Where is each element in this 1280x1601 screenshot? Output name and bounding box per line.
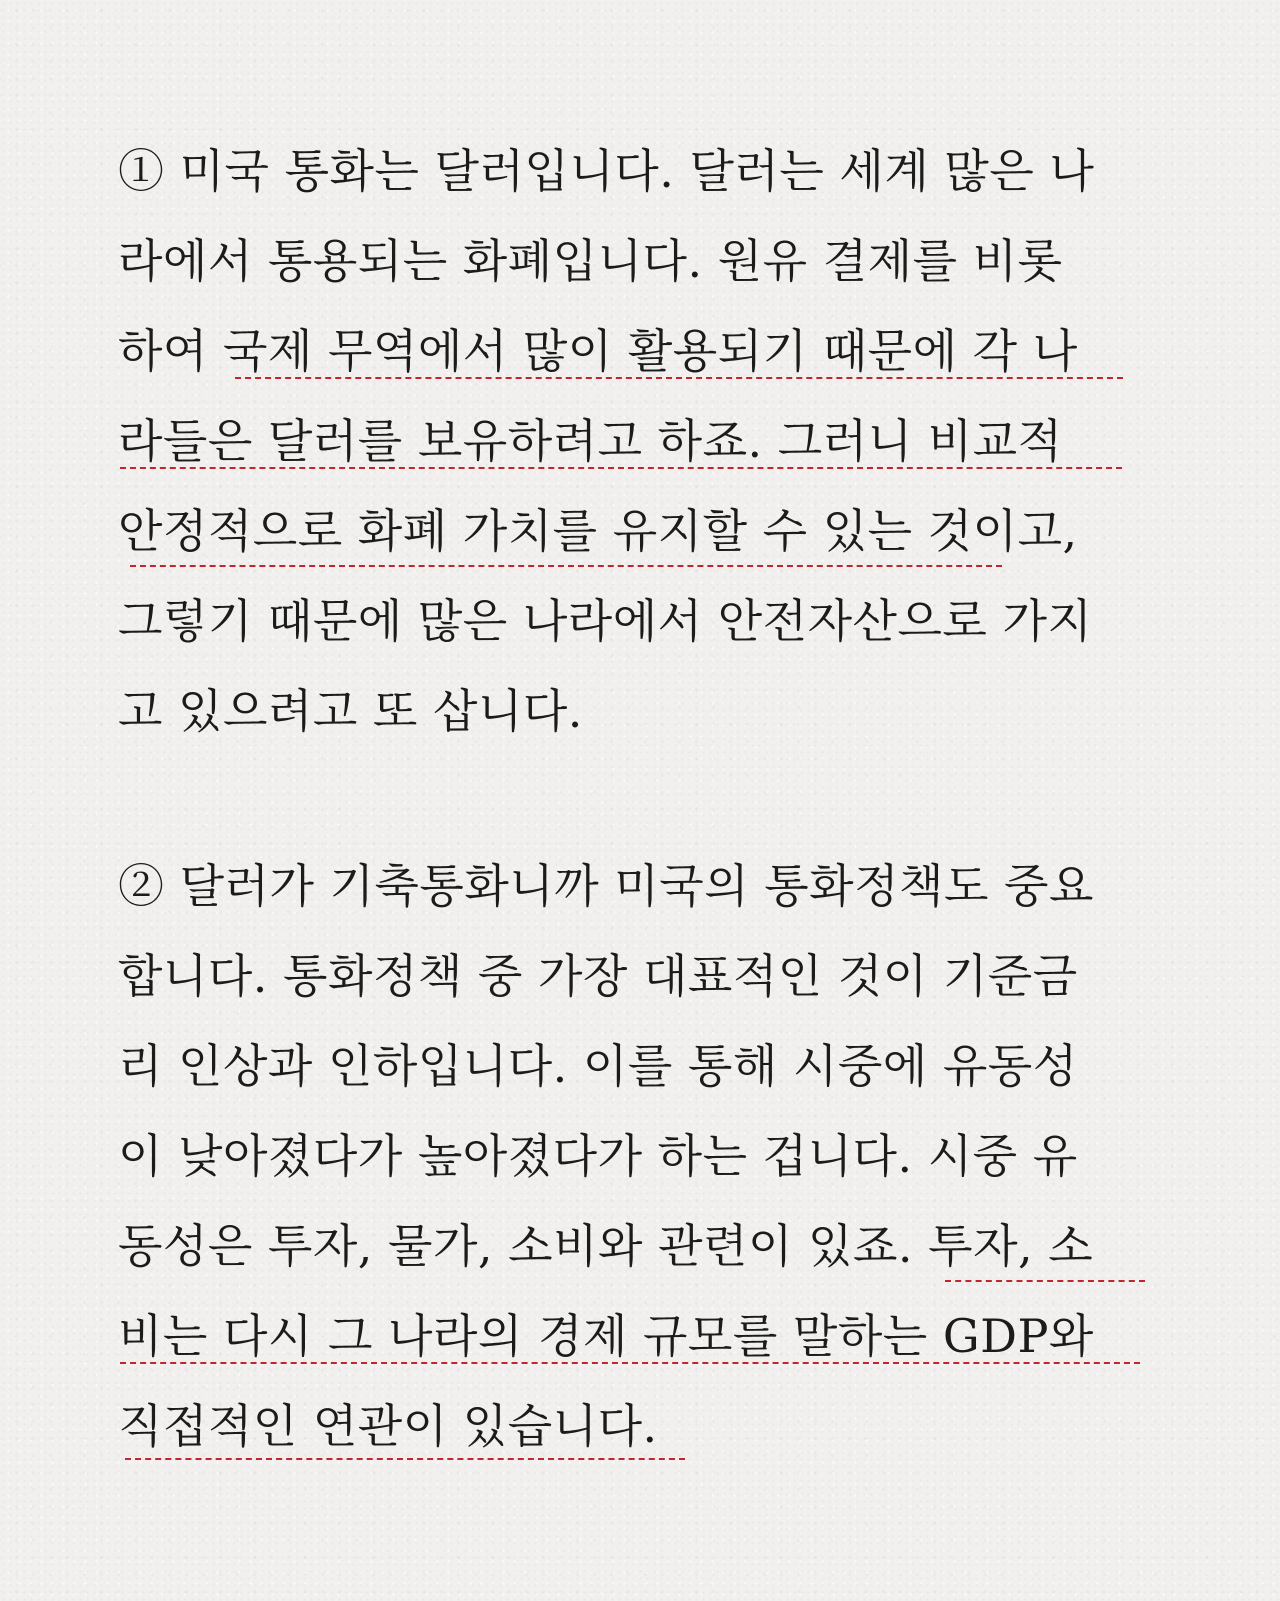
text-line: ① 미국 통화는 달러입니다. 달러는 세계 많은 나	[118, 144, 1095, 198]
text-line: 라들은 달러를 보유하려고 하죠. 그러니 비교적	[118, 414, 1063, 468]
highlight-underline	[120, 467, 1122, 469]
text-line: 라에서 통용되는 화폐입니다. 원유 결제를 비롯	[118, 234, 1063, 288]
highlight-underline	[235, 377, 1123, 379]
text-line: 직접적인 연관이 있습니다.	[118, 1399, 658, 1453]
text-line: 이 낮아졌다가 높아졌다가 하는 겁니다. 시중 유	[118, 1129, 1078, 1183]
text-line: 안정적으로 화폐 가치를 유지할 수 있는 것이고,	[118, 504, 1078, 558]
text-line: 하여 국제 무역에서 많이 활용되기 때문에 각 나	[118, 324, 1078, 378]
text-line: 그렇기 때문에 많은 나라에서 안전자산으로 가지	[118, 594, 1093, 648]
text-line: 동성은 투자, 물가, 소비와 관련이 있죠. 투자, 소	[118, 1219, 1094, 1273]
highlight-underline	[120, 1362, 1140, 1364]
text-line: 비는 다시 그 나라의 경제 규모를 말하는 GDP와	[118, 1309, 1094, 1363]
text-line: 합니다. 통화정책 중 가장 대표적인 것이 기준금	[118, 949, 1078, 1003]
text-line: 고 있으려고 또 삽니다.	[118, 684, 583, 738]
text-line: ② 달러가 기축통화니까 미국의 통화정책도 중요	[118, 859, 1094, 913]
highlight-underline	[945, 1280, 1145, 1282]
highlight-underline	[130, 565, 1002, 567]
highlight-underline	[125, 1458, 685, 1460]
text-line: 리 인상과 인하입니다. 이를 통해 시중에 유동성	[118, 1039, 1078, 1093]
